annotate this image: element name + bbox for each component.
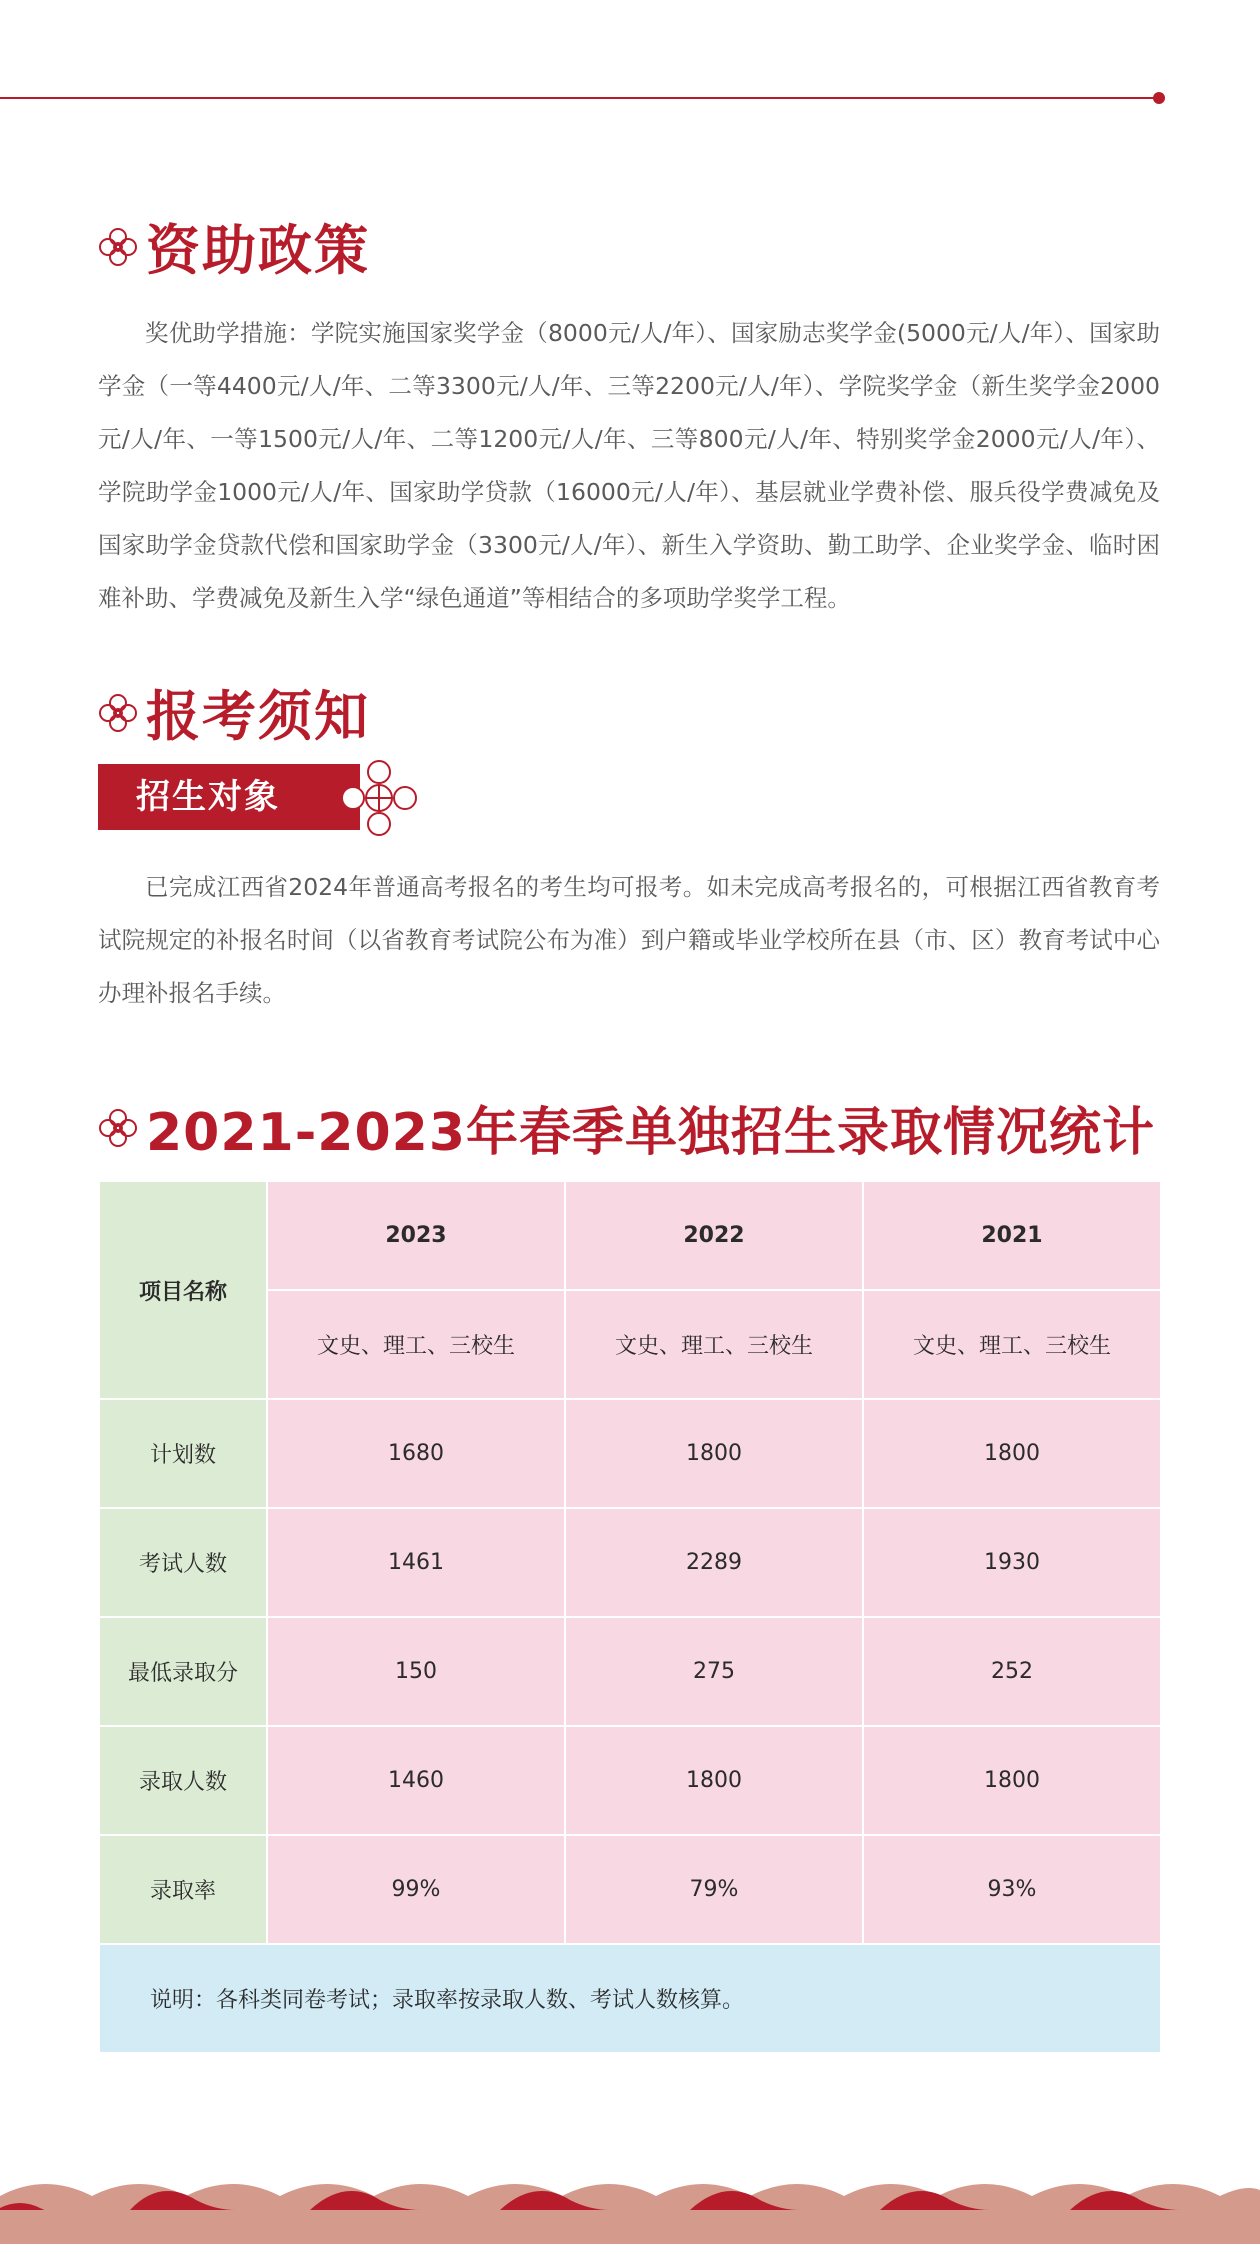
row-name-cell: 录取人数 bbox=[99, 1726, 267, 1835]
value-cell: 252 bbox=[863, 1617, 1161, 1726]
row-name-cell: 考试人数 bbox=[99, 1508, 267, 1617]
value-cell: 1930 bbox=[863, 1508, 1161, 1617]
footer-wave-band bbox=[0, 2210, 1260, 2244]
stats-section-title bbox=[96, 1090, 1155, 1165]
flower-ornament-icon bbox=[96, 1106, 140, 1150]
year-cell: 2021 bbox=[863, 1181, 1161, 1290]
table-row bbox=[99, 1726, 1161, 1835]
table-row bbox=[99, 1399, 1161, 1508]
funding-title-text: 资助政策 bbox=[146, 219, 370, 282]
exam-notice-title-text: 报考须知 bbox=[146, 685, 370, 748]
table-row bbox=[99, 1835, 1161, 1944]
value-cell: 1800 bbox=[565, 1726, 863, 1835]
category-cell: 文史、理工、三校生 bbox=[267, 1290, 565, 1399]
stats-title-text: 2021-2023年春季单独招生录取情况统计 bbox=[146, 1103, 1156, 1163]
funding-section-title bbox=[96, 208, 370, 285]
value-cell: 2289 bbox=[565, 1508, 863, 1617]
value-cell: 99% bbox=[267, 1835, 565, 1944]
table-row bbox=[99, 1508, 1161, 1617]
top-divider-line bbox=[0, 97, 1158, 99]
admission-stats-table bbox=[98, 1180, 1162, 2054]
value-cell: 275 bbox=[565, 1617, 863, 1726]
table-header-row bbox=[99, 1181, 1161, 1290]
knot-ornament-icon bbox=[336, 758, 422, 838]
value-cell: 1461 bbox=[267, 1508, 565, 1617]
value-cell: 1680 bbox=[267, 1399, 565, 1508]
value-cell: 1800 bbox=[863, 1726, 1161, 1835]
value-cell: 79% bbox=[565, 1835, 863, 1944]
year-cell: 2023 bbox=[267, 1181, 565, 1290]
table-note: 说明：各科类同卷考试；录取率按录取人数、考试人数核算。 bbox=[99, 1944, 1161, 2053]
top-divider-dot bbox=[1153, 92, 1165, 104]
value-cell: 93% bbox=[863, 1835, 1161, 1944]
funding-paragraph: 奖优助学措施：学院实施国家奖学金（8000元/人/年）、国家励志奖学金(5000元/人/年）、国家助学金（一等4400元/人/年、二等3300元/人/年、三等2200元/人/年）、学院奖学金（新生奖学金2000元/人/年、一等1500元/人/年、二等1200元/人/年、三等800元/人/年、特别奖学金2000元/人/年）、学院助学金1000元/人/年、国家助学贷款（16000元/人/年）、基层就业学费补偿、服兵役学费减免及国家助学金贷款代偿和国家助学金（3300元/人/年）、新生入学资助、勤工助学、企业奖学金、临时困难补助、学费减免及新生入学“绿色通道”等相结合的多项助学奖学工程。 bbox=[98, 319, 1160, 612]
table-note-row bbox=[99, 1944, 1161, 2053]
category-cell: 文史、理工、三校生 bbox=[863, 1290, 1161, 1399]
flower-ornament-icon bbox=[96, 225, 140, 269]
exam-notice-section-title bbox=[96, 674, 370, 751]
row-name-cell: 计划数 bbox=[99, 1399, 267, 1508]
value-cell: 1800 bbox=[863, 1399, 1161, 1508]
row-name-cell: 录取率 bbox=[99, 1835, 267, 1944]
enrollment-target-paragraph: 已完成江西省2024年普通高考报名的考生均可报考。如未完成高考报名的，可根据江西省教育考试院规定的补报名时间（以省教育考试院公布为准）到户籍或毕业学校所在县（市、区）教育考试中心办理补报名手续。 bbox=[98, 873, 1160, 1007]
category-cell: 文史、理工、三校生 bbox=[565, 1290, 863, 1399]
value-cell: 150 bbox=[267, 1617, 565, 1726]
enrollment-target-tag: 招生对象 bbox=[98, 764, 360, 830]
table-row bbox=[99, 1617, 1161, 1726]
value-cell: 1800 bbox=[565, 1399, 863, 1508]
footer-wave-decoration bbox=[0, 2160, 1260, 2244]
row-name-cell: 最低录取分 bbox=[99, 1617, 267, 1726]
year-cell: 2022 bbox=[565, 1181, 863, 1290]
header-label-cell: 项目名称 bbox=[99, 1181, 267, 1399]
flower-ornament-icon bbox=[96, 691, 140, 735]
value-cell: 1460 bbox=[267, 1726, 565, 1835]
